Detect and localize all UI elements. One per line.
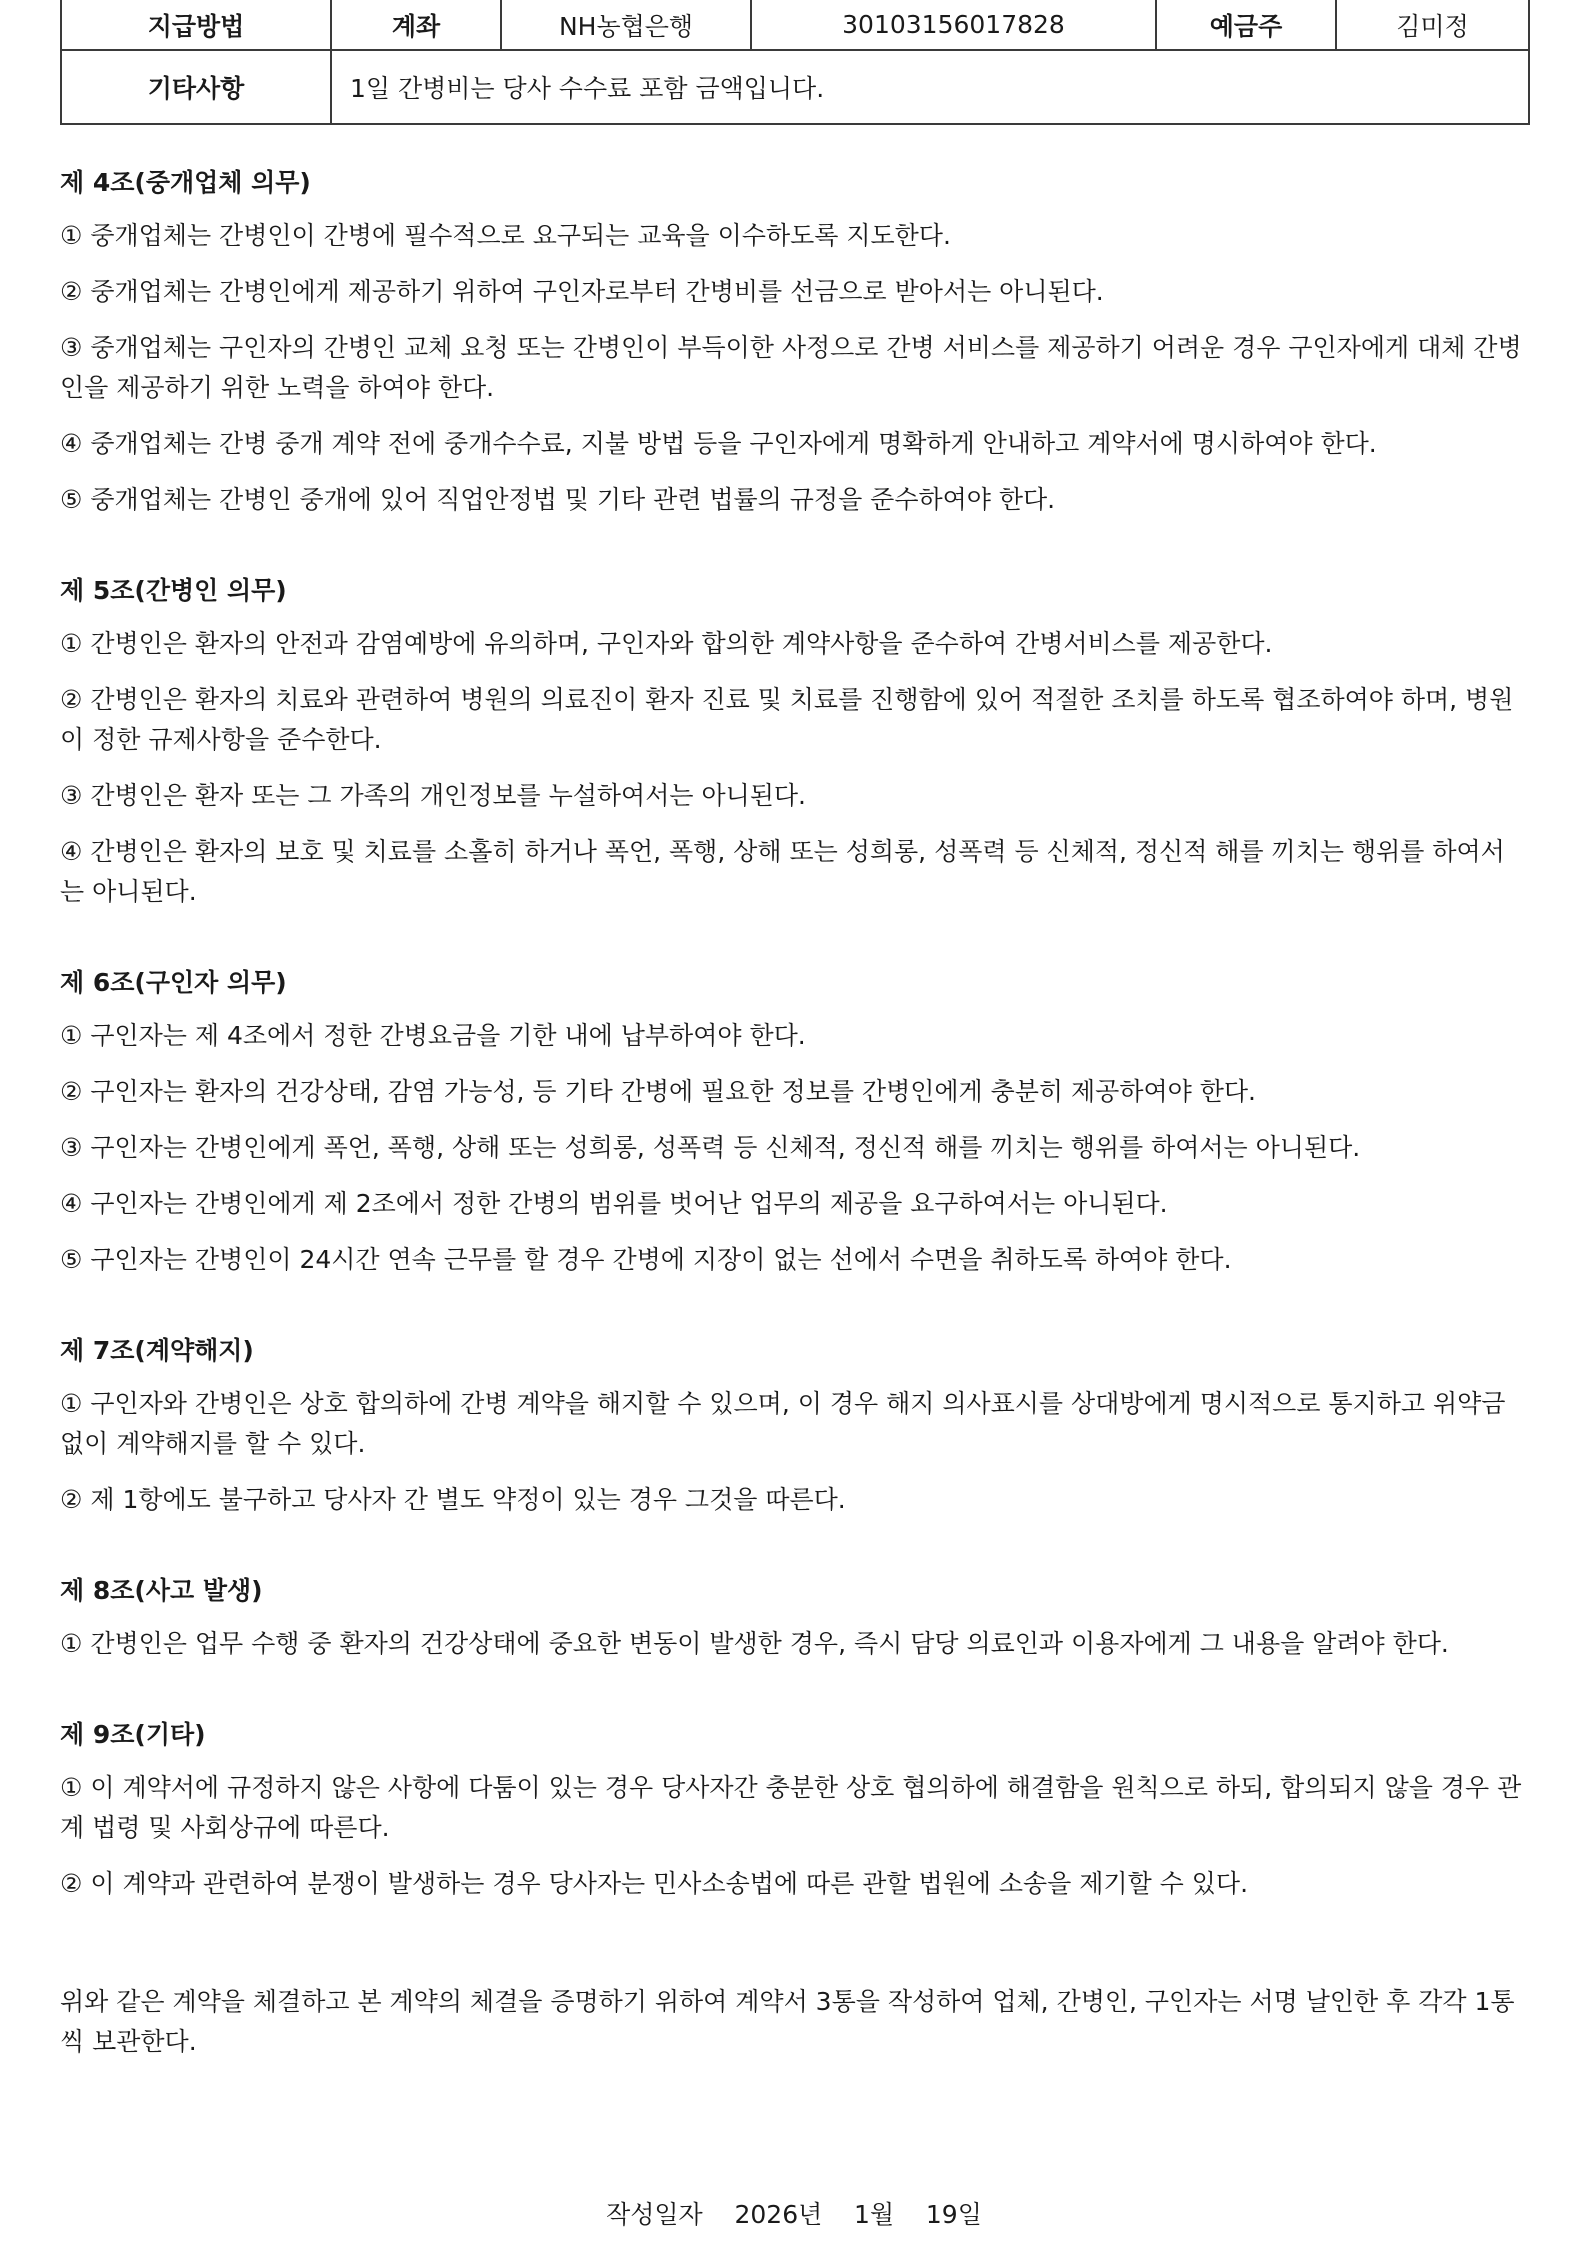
article-title: 제 9조(기타) xyxy=(60,1720,206,1749)
clause: ⑤ 구인자는 간병인이 24시간 연속 근무를 할 경우 간병에 지장이 없는 선에서 수면을 취하도록 하여야 한다. xyxy=(60,1245,1232,1274)
clause: ④ 구인자는 간병인에게 제 2조에서 정한 간병의 범위를 벗어난 업무의 제공을 요구하여서는 아니된다. xyxy=(60,1189,1168,1218)
account-holder-name: 김미정 xyxy=(1336,0,1529,50)
clause: ② 구인자는 환자의 건강상태, 감염 가능성, 등 기타 간병에 필요한 정보를 간병인에게 충분히 제공하여야 한다. xyxy=(60,1077,1256,1106)
clause: ① 구인자는 제 4조에서 정한 간병요금을 기한 내에 납부하여야 한다. xyxy=(60,1021,806,1050)
account-label: 계좌 xyxy=(331,0,501,50)
clause: ② 제 1항에도 불구하고 당사자 간 별도 약정이 있는 경우 그것을 따른다. xyxy=(60,1485,846,1514)
article-4 xyxy=(60,163,1528,520)
notes-value: 1일 간병비는 당사 수수료 포함 금액입니다. xyxy=(331,50,1529,124)
article-6 xyxy=(60,963,1528,1280)
article-5 xyxy=(60,571,1528,912)
article-title: 제 8조(사고 발생) xyxy=(60,1576,263,1605)
clause: ② 이 계약과 관련하여 분쟁이 발생하는 경우 당사자는 민사소송법에 따른 관할 법원에 소송을 제기할 수 있다. xyxy=(60,1869,1249,1898)
article-title: 제 6조(구인자 의무) xyxy=(60,968,287,997)
contract-date: 작성일자 2026년 1월 19일 xyxy=(606,2200,982,2229)
clause: ④ 간병인은 환자의 보호 및 치료를 소홀히 하거나 폭언, 폭행, 상해 또는 성희롱, 성폭력 등 신체적, 정신적 해를 끼치는 행위를 하여서는 아니된다. xyxy=(60,837,1505,906)
article-title: 제 5조(간병인 의무) xyxy=(60,576,287,605)
clause: ③ 중개업체는 구인자의 간병인 교체 요청 또는 간병인이 부득이한 사정으로 간병 서비스를 제공하기 어려운 경우 구인자에게 대체 간병인을 제공하기 위한 노력을 하여야 한다. xyxy=(60,333,1522,402)
clause: ③ 간병인은 환자 또는 그 가족의 개인정보를 누설하여서는 아니된다. xyxy=(60,781,806,810)
article-title: 제 7조(계약해지) xyxy=(60,1336,254,1365)
article-title: 제 4조(중개업체 의무) xyxy=(60,168,311,197)
notes-label: 기타사항 xyxy=(61,50,331,124)
notes-row xyxy=(61,50,1529,124)
clause: ② 간병인은 환자의 치료와 관련하여 병원의 의료진이 환자 진료 및 치료를 진행함에 있어 적절한 조치를 하도록 협조하여야 하며, 병원이 정한 규제사항을 준수한다. xyxy=(60,685,1514,754)
article-7 xyxy=(60,1331,1528,1520)
clause: ① 중개업체는 간병인이 간병에 필수적으로 요구되는 교육을 이수하도록 지도한다. xyxy=(60,221,951,250)
clause: ① 구인자와 간병인은 상호 합의하에 간병 계약을 해지할 수 있으며, 이 경우 해지 의사표시를 상대방에게 명시적으로 통지하고 위약금 없이 계약해지를 할 수 있다. xyxy=(60,1389,1506,1458)
clause: ③ 구인자는 간병인에게 폭언, 폭행, 상해 또는 성희롱, 성폭력 등 신체적, 정신적 해를 끼치는 행위를 하여서는 아니된다. xyxy=(60,1133,1361,1162)
closing-statement: 위와 같은 계약을 체결하고 본 계약의 체결을 증명하기 위하여 계약서 3통을 작성하여 업체, 간병인, 구인자는 서명 날인한 후 각각 1통씩 보관한다. xyxy=(60,1987,1515,2056)
clause: ① 간병인은 환자의 안전과 감염예방에 유의하며, 구인자와 합의한 계약사항을 준수하여 간병서비스를 제공한다. xyxy=(60,629,1273,658)
payment-row xyxy=(61,0,1529,50)
bank-name: NH농협은행 xyxy=(501,0,751,50)
article-8 xyxy=(60,1571,1528,1664)
clause: ⑤ 중개업체는 간병인 중개에 있어 직업안정법 및 기타 관련 법률의 규정을 준수하여야 한다. xyxy=(60,485,1056,514)
payment-method-label: 지급방법 xyxy=(61,0,331,50)
payment-info-table xyxy=(60,0,1530,125)
account-number: 30103156017828 xyxy=(751,0,1156,50)
account-holder-label: 예금주 xyxy=(1156,0,1336,50)
clause: ② 중개업체는 간병인에게 제공하기 위하여 구인자로부터 간병비를 선금으로 받아서는 아니된다. xyxy=(60,277,1104,306)
clause: ① 이 계약서에 규정하지 않은 사항에 다툼이 있는 경우 당사자간 충분한 상호 협의하에 해결함을 원칙으로 하되, 합의되지 않을 경우 관계 법령 및 사회상규에 따른다. xyxy=(60,1773,1522,1842)
clause: ① 간병인은 업무 수행 중 환자의 건강상태에 중요한 변동이 발생한 경우, 즉시 담당 의료인과 이용자에게 그 내용을 알려야 한다. xyxy=(60,1629,1449,1658)
contract-page xyxy=(60,0,1528,2229)
clause: ④ 중개업체는 간병 중개 계약 전에 중개수수료, 지불 방법 등을 구인자에게 명확하게 안내하고 계약서에 명시하여야 한다. xyxy=(60,429,1377,458)
article-9 xyxy=(60,1715,1528,1904)
